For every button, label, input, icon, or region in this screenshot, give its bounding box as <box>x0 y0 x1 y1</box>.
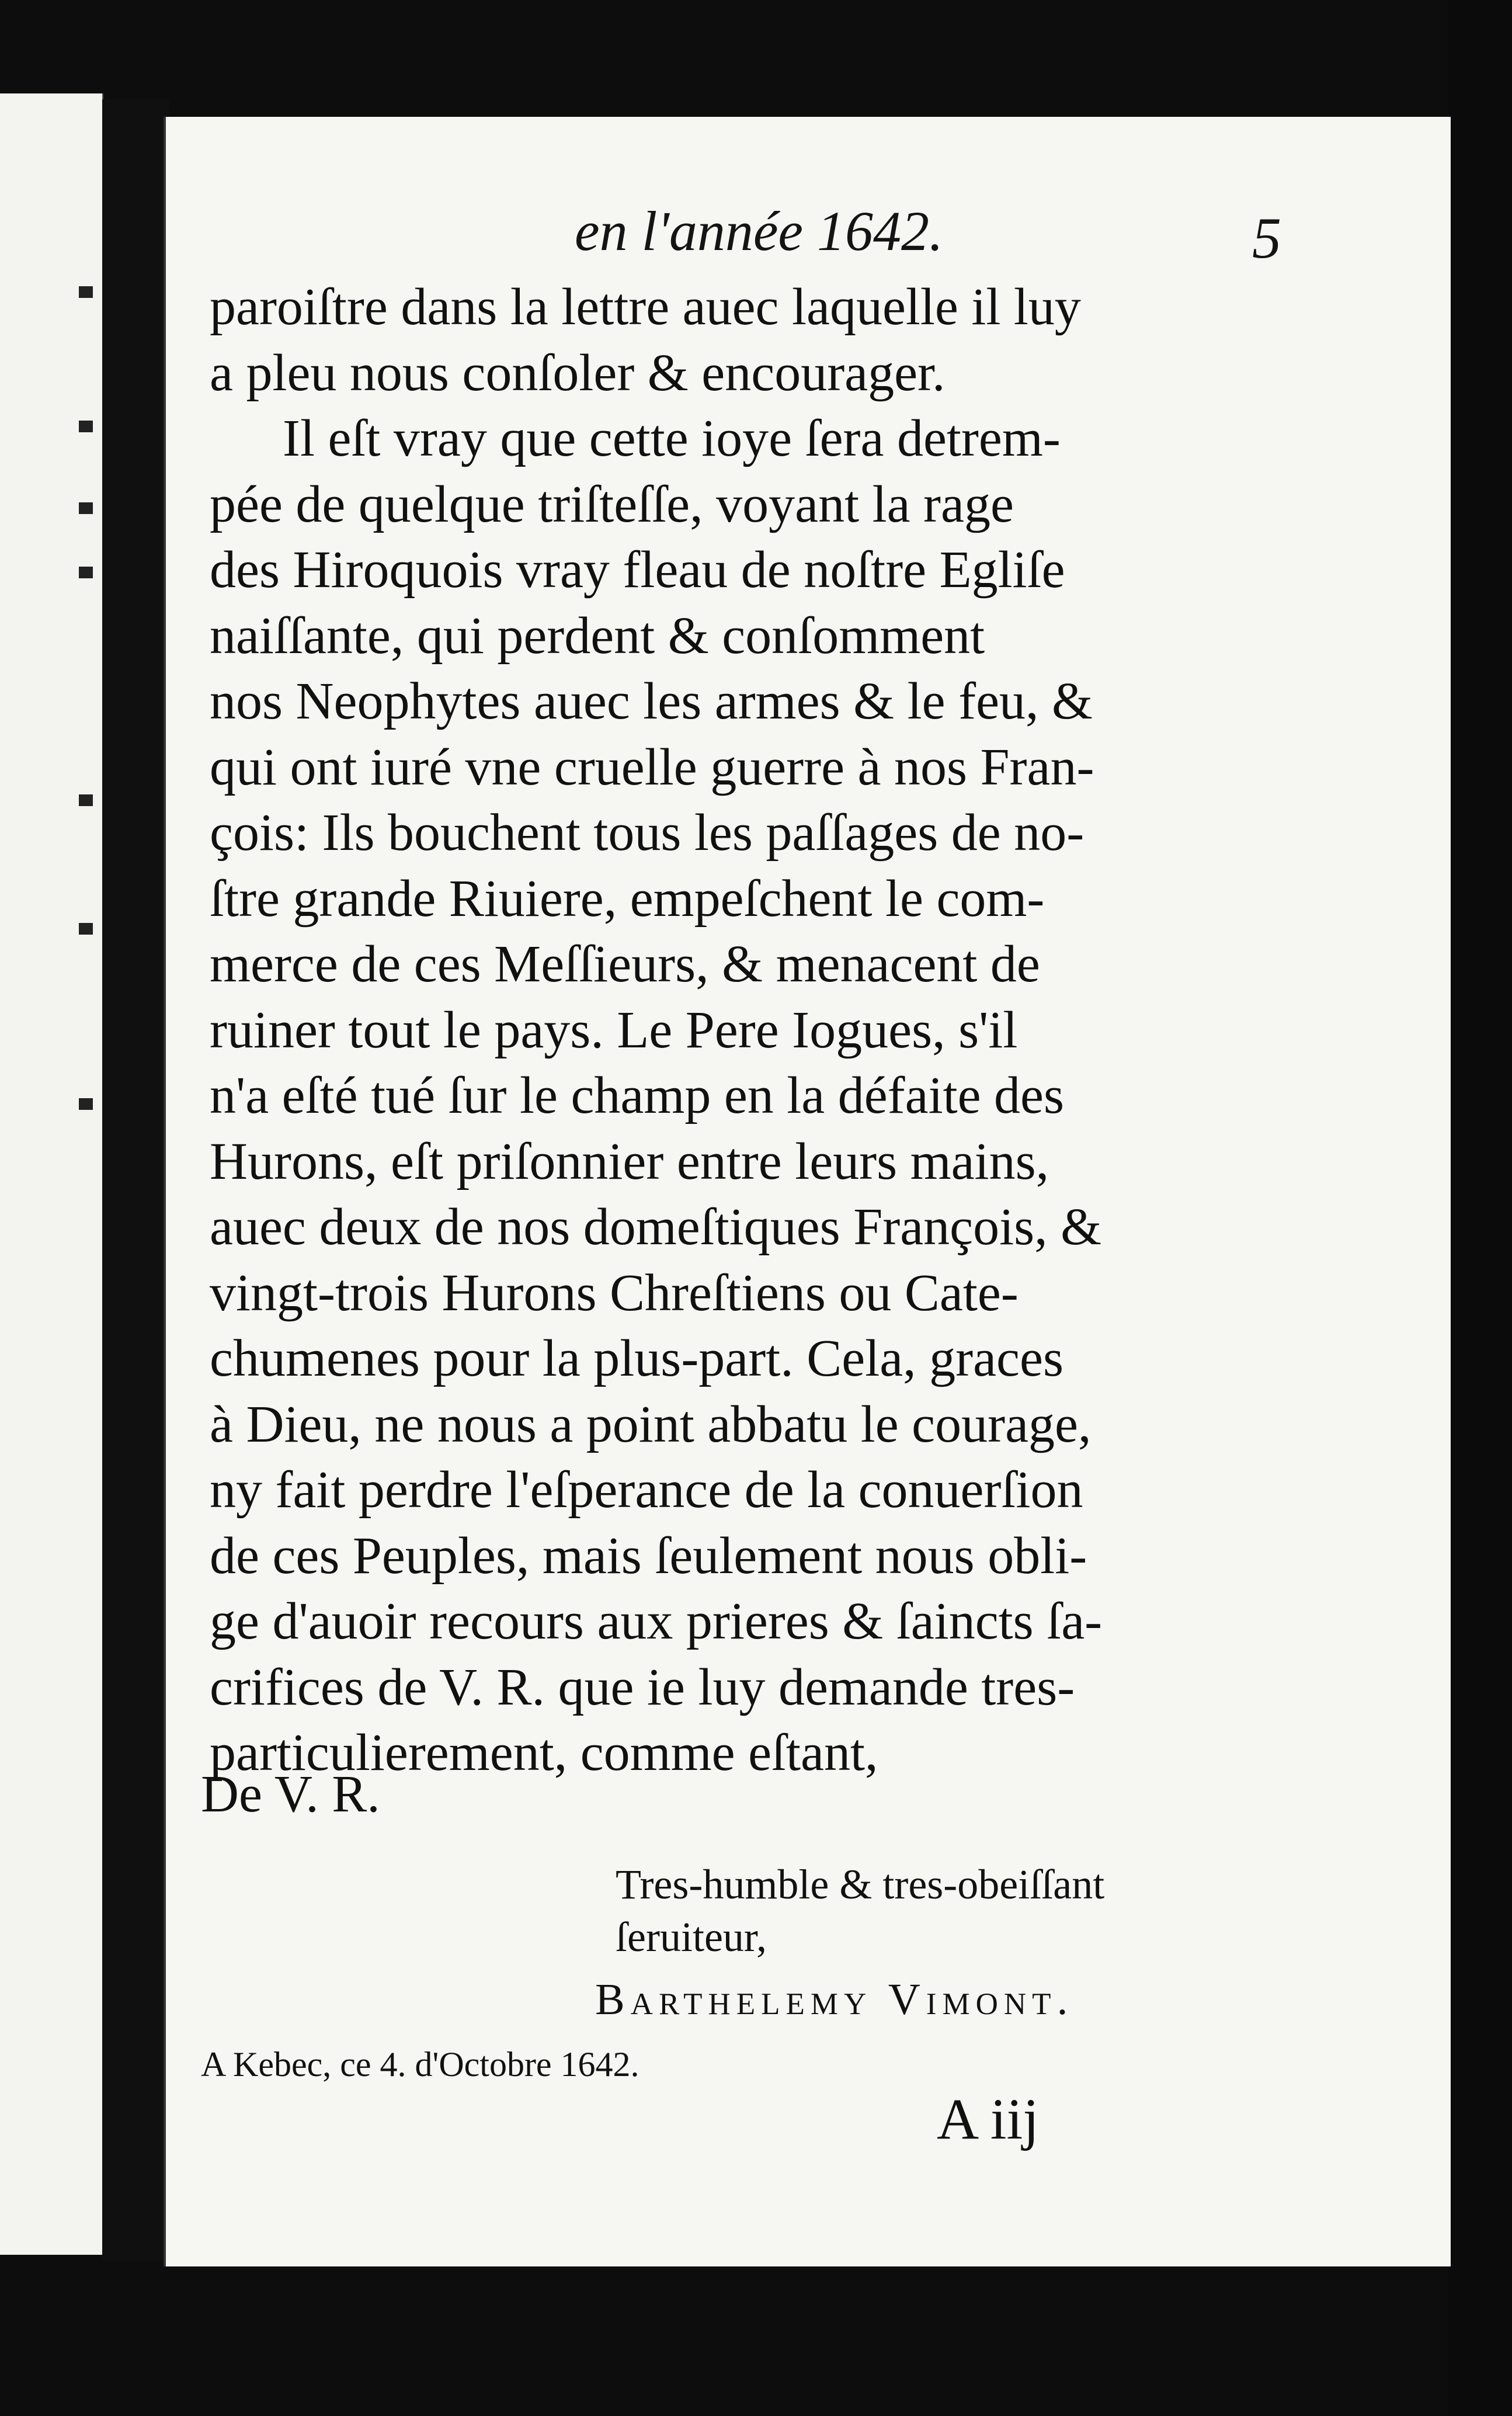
text-line: vingt-trois Hurons Chreſtiens ou Cate- <box>210 1263 1019 1322</box>
text-line: paroiſtre dans la lettre auec laquelle il luy <box>210 278 1081 336</box>
text-line: ſtre grande Riuiere, empeſchent le com- <box>210 869 1045 928</box>
text-line: ny fait perdre l'eſperance de la conuerſion <box>210 1461 1083 1519</box>
closing-line: Tres-humble & tres-obeiſſant <box>616 1861 1105 1908</box>
scan-border-top <box>0 0 1512 117</box>
body-text <box>210 275 1366 1786</box>
text-line: pée de quelque triſteſſe, voyant la rage <box>210 475 1014 533</box>
book-page <box>164 117 1451 2266</box>
text-line: chumenes pour la plus-part. Cela, graces <box>210 1330 1063 1387</box>
text-line: nos Neophytes auec les armes & le feu, & <box>210 672 1093 730</box>
text-line: crifices de V. R. que ie luy demande tres- <box>210 1658 1075 1716</box>
text-line: des Hiroquois vray fleau de noſtre Egliſe <box>210 541 1065 599</box>
text-line: de ces Peuples, mais ſeulement nous obli- <box>210 1526 1087 1585</box>
text-line: qui ont iuré vne cruelle guerre à nos Fran- <box>210 738 1094 796</box>
text-line: particulierement, comme eſtant, <box>210 1724 878 1782</box>
text-line: auec deux de nos domeſtiques François, & <box>210 1198 1102 1256</box>
signer-name: Barthelemy Vimont. <box>595 1975 1074 2024</box>
dateline: A Kebec, ce 4. d'Octobre 1642. <box>201 2045 639 2084</box>
running-head: en l'année 1642. <box>575 200 944 262</box>
text-line: ruiner tout le pays. Le Pere Iogues, s'il <box>210 1001 1018 1059</box>
book-gutter <box>102 99 169 2261</box>
text-line: n'a eſté tué ſur le champ en la défaite des <box>210 1067 1065 1124</box>
scan-border-bottom <box>0 2255 1512 2416</box>
text-line: merce de ces Meſſieurs, & menacent de <box>210 935 1040 993</box>
text-line: a pleu nous conſoler & encourager. <box>210 343 946 402</box>
text-line: Il eſt vray que cette ioye ſera detrem- <box>283 409 1061 467</box>
closing-line: ſeruiteur, <box>616 1914 767 1960</box>
salutation: De V. R. <box>201 1765 380 1823</box>
facing-page-edge <box>0 93 103 2255</box>
text-line: naiſſante, qui perdent & conſomment <box>210 606 985 665</box>
text-line: ge d'auoir recours aux prieres & ſaincts ſa- <box>210 1592 1103 1650</box>
scan-border-right <box>1448 0 1512 2416</box>
page-number: 5 <box>1252 206 1281 270</box>
text-line: çois: Ils bouchent tous les paſſages de no- <box>210 804 1085 862</box>
text-line: Hurons, eſt priſonnier entre leurs mains, <box>210 1132 1049 1190</box>
text-line: à Dieu, ne nous a point abbatu le courage, <box>210 1395 1092 1453</box>
signature-mark: A iij <box>937 2087 1040 2151</box>
